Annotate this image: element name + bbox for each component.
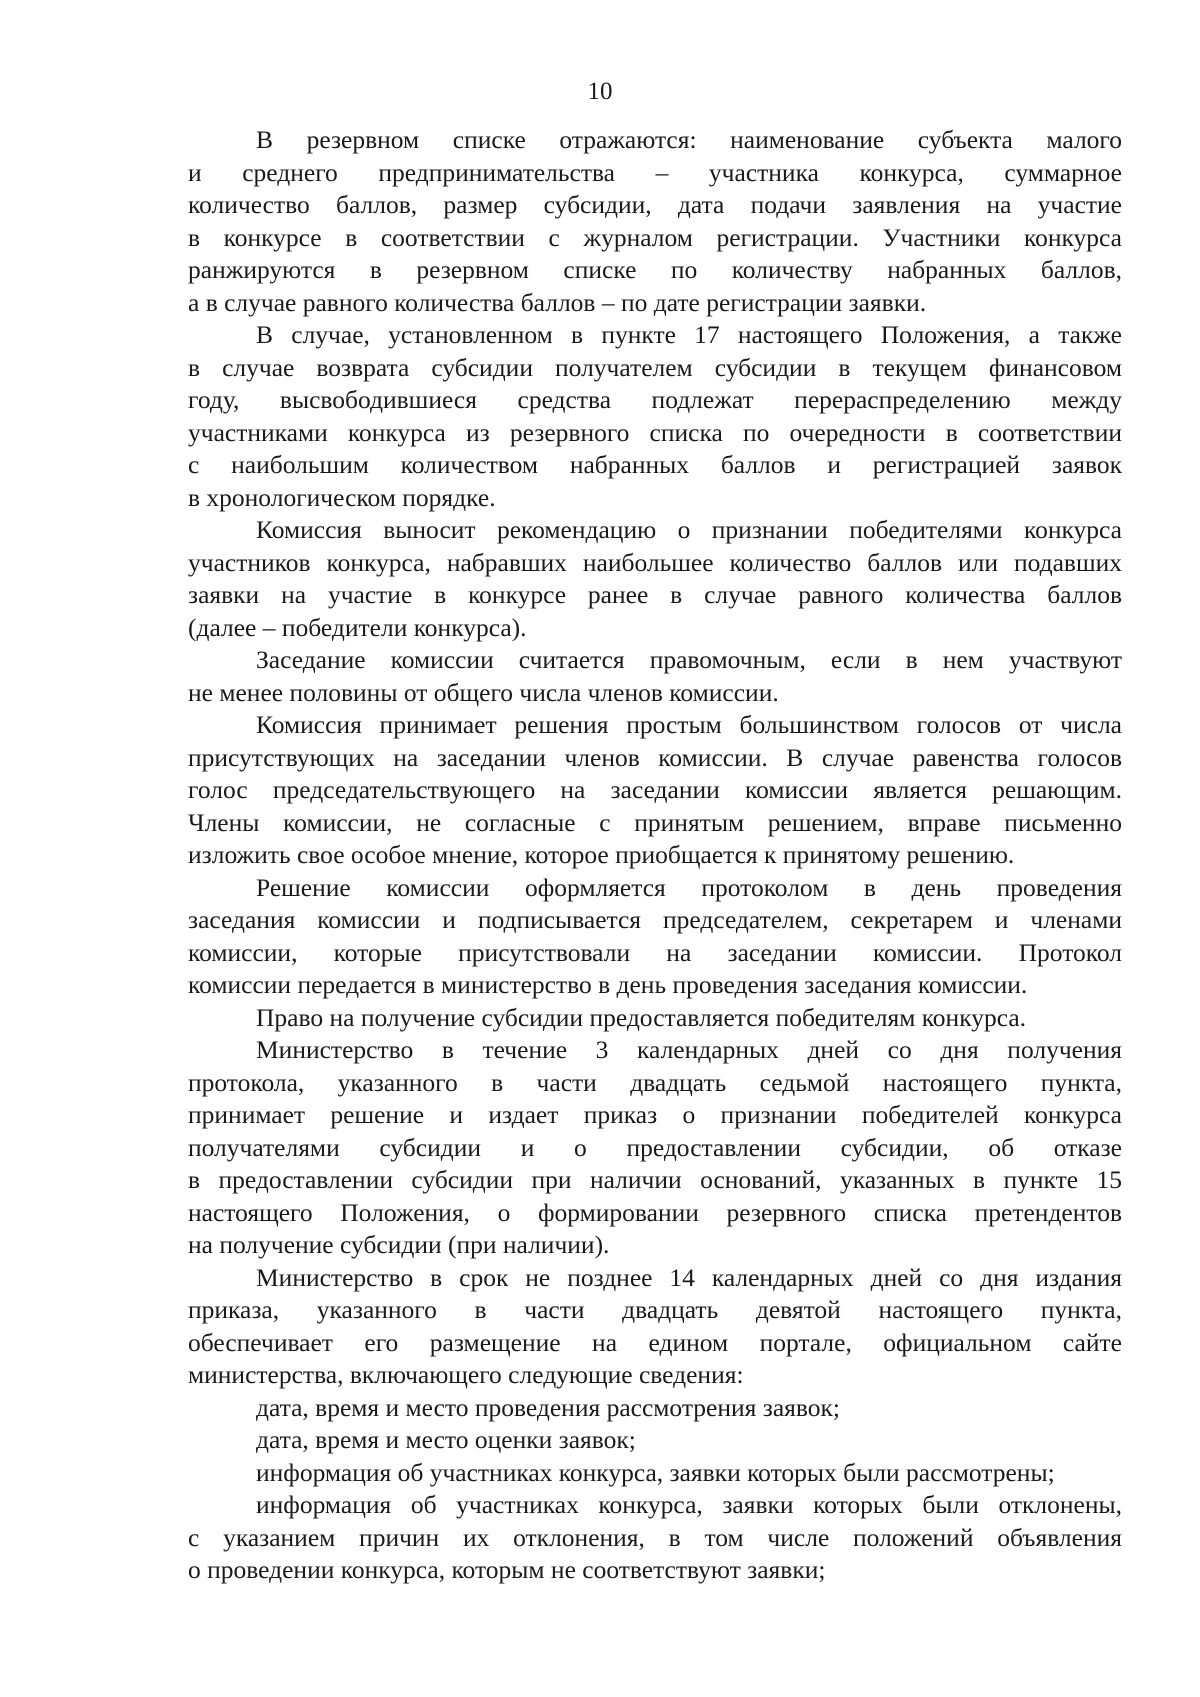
text-line: участников конкурса, набравших наибольшее количество баллов или подавших [188,547,1122,577]
paragraph [188,1424,1122,1457]
text-line: количество баллов, размер субсидии, дата подачи заявления на участие [188,190,1122,219]
page-number: 10 [587,78,613,105]
text-line: изложить свое особое мнение, которое приобщается к принятому решению. [188,840,1015,869]
text-line: Министерство в срок не позднее 14 календарных дней со дня издания [256,1262,1122,1292]
text-line: обеспечивает его размещение на едином портале, официальном сайте [188,1327,1122,1357]
text-line: присутствующих на заседании членов комиссии. В случае равенства голосов [188,742,1122,772]
paragraph [188,1392,1122,1425]
text-line: году, высвободившиеся средства подлежат перераспределению между [188,385,1122,414]
text-line: в хронологическом порядке. [188,482,496,512]
text-line: не менее половины от общего числа членов комиссии. [188,677,779,707]
paragraph [188,1489,1122,1587]
paragraph [188,1262,1122,1392]
paragraph [188,319,1122,514]
text-line: Право на получение субсидии предоставляется победителям конкурса. [256,1002,1027,1032]
text-line: в предоставлении субсидии при наличии оснований, указанных в пункте 15 [188,1165,1122,1194]
text-line: Министерство в течение 3 календарных дней со дня получения [256,1035,1122,1064]
text-line: в случае возврата субсидии получателем субсидии в текущем финансовом [188,352,1122,382]
text-line: и среднего предпринимательства – участника конкурса, суммарное [188,157,1122,187]
text-line: дата, время и место оценки заявок; [256,1425,636,1454]
text-line: приказа, указанного в части двадцать девятой настоящего пункта, [188,1295,1122,1324]
text-line: на получение субсидии (при наличии). [188,1230,610,1259]
text-line: заседания комиссии и подписывается председателем, секретарем и членами [188,905,1122,934]
paragraph [188,1034,1122,1262]
text-line: Комиссия выносит рекомендацию о признании победителями конкурса [256,515,1122,544]
text-line: принимает решение и издает приказ о признании победителей конкурса [188,1100,1122,1129]
text-line: Решение комиссии оформляется протоколом в день проведения [256,872,1122,902]
paragraph [188,709,1122,872]
text-line: В случае, установленном в пункте 17 настоящего Положения, а также [256,320,1122,349]
paragraph [188,644,1122,709]
text-line: с наибольшим количеством набранных баллов и регистрацией заявок [188,450,1122,479]
text-line: Заседание комиссии считается правомочным, если в нем участвуют [256,645,1122,674]
document-body [188,124,1122,1587]
text-line: информация об участниках конкурса, заявки которых были рассмотрены; [256,1457,1055,1487]
text-line: о проведении конкурса, которым не соответствуют заявки; [188,1555,826,1584]
text-line: получателями субсидии и о предоставлении субсидии, об отказе [188,1132,1122,1162]
text-line: а в случае равного количества баллов – по дате регистрации заявки. [188,287,927,317]
text-line: министерства, включающего следующие сведения: [188,1360,744,1389]
text-line: Члены комиссии, не согласные с принятым решением, вправе письменно [188,807,1122,837]
text-line: Комиссия принимает решения простым большинством голосов от числа [256,710,1122,739]
paragraph [188,1457,1122,1490]
paragraph [188,514,1122,644]
text-line: в конкурсе в соответствии с журналом регистрации. Участники конкурса [188,222,1122,252]
text-line: комиссии передается в министерство в день проведения заседания комиссии. [188,970,1028,999]
text-line: дата, время и место проведения рассмотрения заявок; [256,1392,840,1422]
text-line: заявки на участие в конкурсе ранее в случае равного количества баллов [188,580,1122,609]
text-line: комиссии, которые присутствовали на заседании комиссии. Протокол [188,937,1122,967]
text-line: протокола, указанного в части двадцать седьмой настоящего пункта, [188,1067,1122,1097]
text-line: (далее – победители конкурса). [188,612,527,642]
text-line: голос председательствующего на заседании комиссии является решающим. [188,775,1122,804]
text-line: ранжируются в резервном списке по количеству набранных баллов, [188,255,1122,284]
text-line: В резервном списке отражаются: наименование субъекта малого [256,125,1122,154]
paragraph [188,124,1122,319]
text-line: с указанием причин их отклонения, в том числе положений объявления [188,1522,1122,1552]
text-line: участниками конкурса из резервного списка по очередности в соответствии [188,417,1122,447]
paragraph [188,872,1122,1002]
text-line: настоящего Положения, о формировании резервного списка претендентов [188,1197,1122,1227]
paragraph [188,1002,1122,1035]
text-line: информация об участниках конкурса, заявки которых были отклонены, [256,1490,1122,1519]
